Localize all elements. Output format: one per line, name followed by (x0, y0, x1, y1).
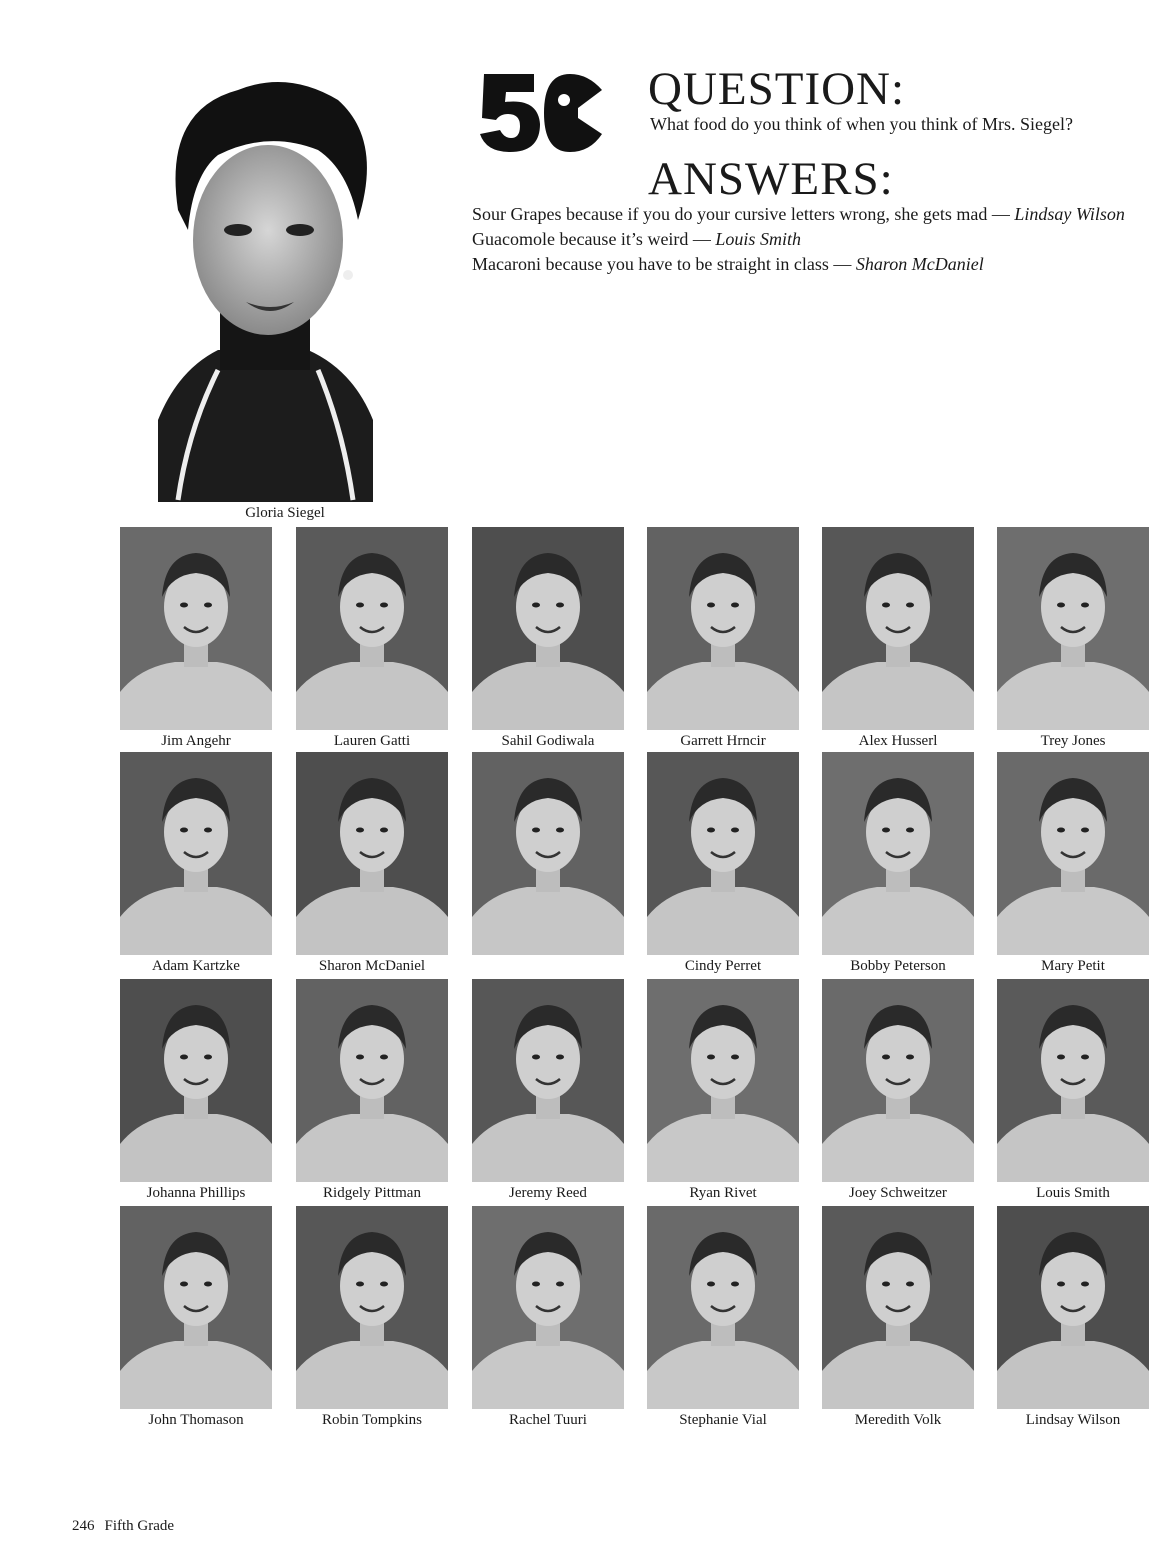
student-photo (647, 1206, 799, 1409)
answer-author: Sharon McDaniel (855, 254, 984, 274)
student-photo (647, 752, 799, 955)
teacher-name: Gloria Siegel (245, 505, 325, 521)
student-name: Mary Petit (1041, 958, 1105, 974)
answer-author: Louis Smith (715, 229, 801, 249)
question-text: What food do you think of when you think of Mrs. Siegel? (650, 114, 1073, 134)
student-photo (822, 527, 974, 730)
student-photo (296, 1206, 448, 1409)
student-photo (822, 752, 974, 955)
student-name: Garrett Hrncir (680, 733, 766, 749)
student-photo (120, 527, 272, 730)
student-name: Adam Kartzke (152, 958, 240, 974)
student-photo (647, 979, 799, 1182)
student-name: Sahil Godiwala (501, 733, 595, 749)
student-name: Lauren Gatti (333, 733, 411, 749)
student-photo (997, 752, 1149, 955)
student-name: Ridgely Pittman (323, 1185, 421, 1201)
student-name: Jim Angehr (161, 733, 231, 749)
student-photo (997, 1206, 1149, 1409)
student-name: Bobby Peterson (850, 958, 946, 974)
student-photo (822, 979, 974, 1182)
student-photo (472, 979, 624, 1182)
student-name: Jeremy Reed (509, 1185, 587, 1201)
student-photo (822, 1206, 974, 1409)
student-photo (120, 979, 272, 1182)
student-name: John Thomason (148, 1412, 244, 1428)
student-name: Trey Jones (1040, 733, 1106, 749)
page-footer (72, 1518, 184, 1535)
answers-heading: ANSWERS: (648, 153, 894, 205)
student-photo (472, 1206, 624, 1409)
student-photo (472, 752, 624, 955)
class-badge-logo (478, 72, 608, 154)
student-name: Johanna Phillips (146, 1185, 246, 1201)
student-name: Sharon McDaniel (318, 958, 426, 974)
student-photo (120, 752, 272, 955)
student-name: Joey Schweitzer (849, 1185, 947, 1201)
student-photo (296, 979, 448, 1182)
student-photo (296, 752, 448, 955)
student-name: Lindsay Wilson (1025, 1412, 1121, 1428)
section-name: Fifth Grade (104, 1518, 175, 1534)
answer-item: Guacomole because it’s weird — Louis Smith (472, 229, 801, 249)
student-photo (120, 1206, 272, 1409)
teacher-portrait (158, 70, 373, 502)
answers-list (472, 202, 1142, 277)
student-name: Ryan Rivet (689, 1185, 757, 1201)
student-name: Rachel Tuuri (509, 1412, 587, 1428)
student-name: Cindy Perret (684, 958, 762, 974)
answer-author: Lindsay Wilson (1014, 204, 1125, 224)
student-photo (647, 527, 799, 730)
student-name: Louis Smith (1036, 1185, 1110, 1201)
question-heading: QUESTION: (648, 63, 906, 115)
student-name: Alex Husserl (858, 733, 938, 749)
student-name: Robin Tompkins (322, 1412, 422, 1428)
student-photo (997, 979, 1149, 1182)
student-photo (296, 527, 448, 730)
answer-item: Sour Grapes because if you do your cursive letters wrong, she gets mad — Lindsay Wilson (472, 204, 1125, 224)
student-name: Stephanie Vial (679, 1412, 767, 1428)
student-name: Meredith Volk (854, 1412, 942, 1428)
student-photo (997, 527, 1149, 730)
student-photo (472, 527, 624, 730)
answer-item: Macaroni because you have to be straight in class — Sharon McDaniel (472, 254, 984, 274)
page-number: 246 (72, 1518, 95, 1534)
